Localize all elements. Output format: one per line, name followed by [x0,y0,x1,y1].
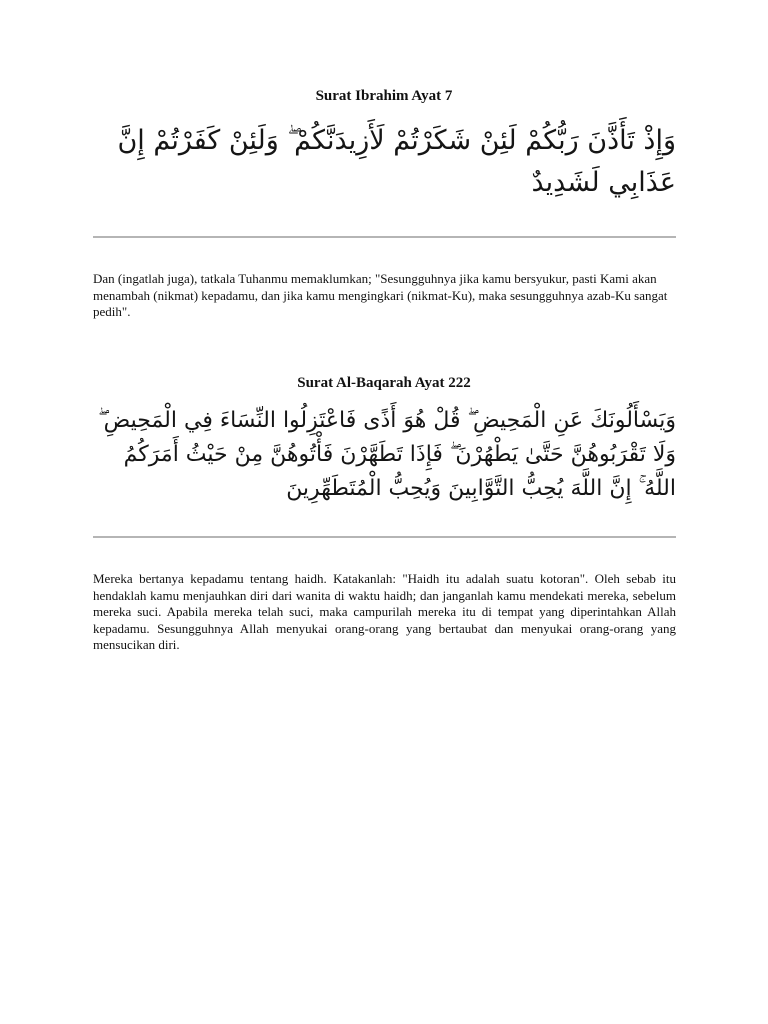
section-2-title: Surat Al-Baqarah Ayat 222 [297,375,471,391]
section-2-divider [93,536,676,538]
section-1-divider [93,236,676,238]
section-2-translation: Mereka bertanya kepadamu tentang haidh. Katakanlah: "Haidh itu adalah suatu kotoran". Oleh sebab itu hendaklah kamu menjauhkan diri dari wanita di waktu haidh; dan janganlah kamu mendekati mereka, sebelum mereka suci. Apabila mereka telah suci, maka campurilah mereka itu di tempat yang diperintahkan Allah kepadamu. Sesungguhnya Allah menyukai orang-orang yang bertaubat dan menyukai orang-orang yang mensucikan diri. [93,571,676,652]
section-1-arabic-verse: وَإِذْ تَأَذَّنَ رَبُّكُمْ لَئِنْ شَكَرْتُمْ لَأَزِيدَنَّكُمْ ۖ وَلَئِنْ كَفَرْتُمْ إِنَّ عَذَابِي لَشَدِيدٌ [117,125,676,198]
section-1-title: Surat Ibrahim Ayat 7 [315,88,453,104]
section-2-arabic-verse: وَيَسْأَلُونَكَ عَنِ الْمَحِيضِ ۖ قُلْ هُوَ أَذًى فَاعْتَزِلُوا النِّسَاءَ فِي الْمَحِيضِ ۖ وَلَا تَقْرَبُوهُنَّ حَتَّىٰ يَطْهُرْنَ ۖ فَإِذَا تَطَهَّرْنَ فَأْتُوهُنَّ مِنْ حَيْثُ أَمَرَكُمُ اللَّهُ ۚ إِنَّ اللَّهَ يُحِبُّ التَّوَّابِينَ وَيُحِبُّ الْمُتَطَهِّرِينَ [98,408,676,501]
section-1-translation: Dan (ingatlah juga), tatkala Tuhanmu memaklumkan; "Sesungguhnya jika kamu bersyukur, pasti Kami akan menambah (nikmat) kepadamu, dan jika kamu mengingkari (nikmat-Ku), maka sesungguhnya azab-Ku sangat pedih". [93,271,668,319]
